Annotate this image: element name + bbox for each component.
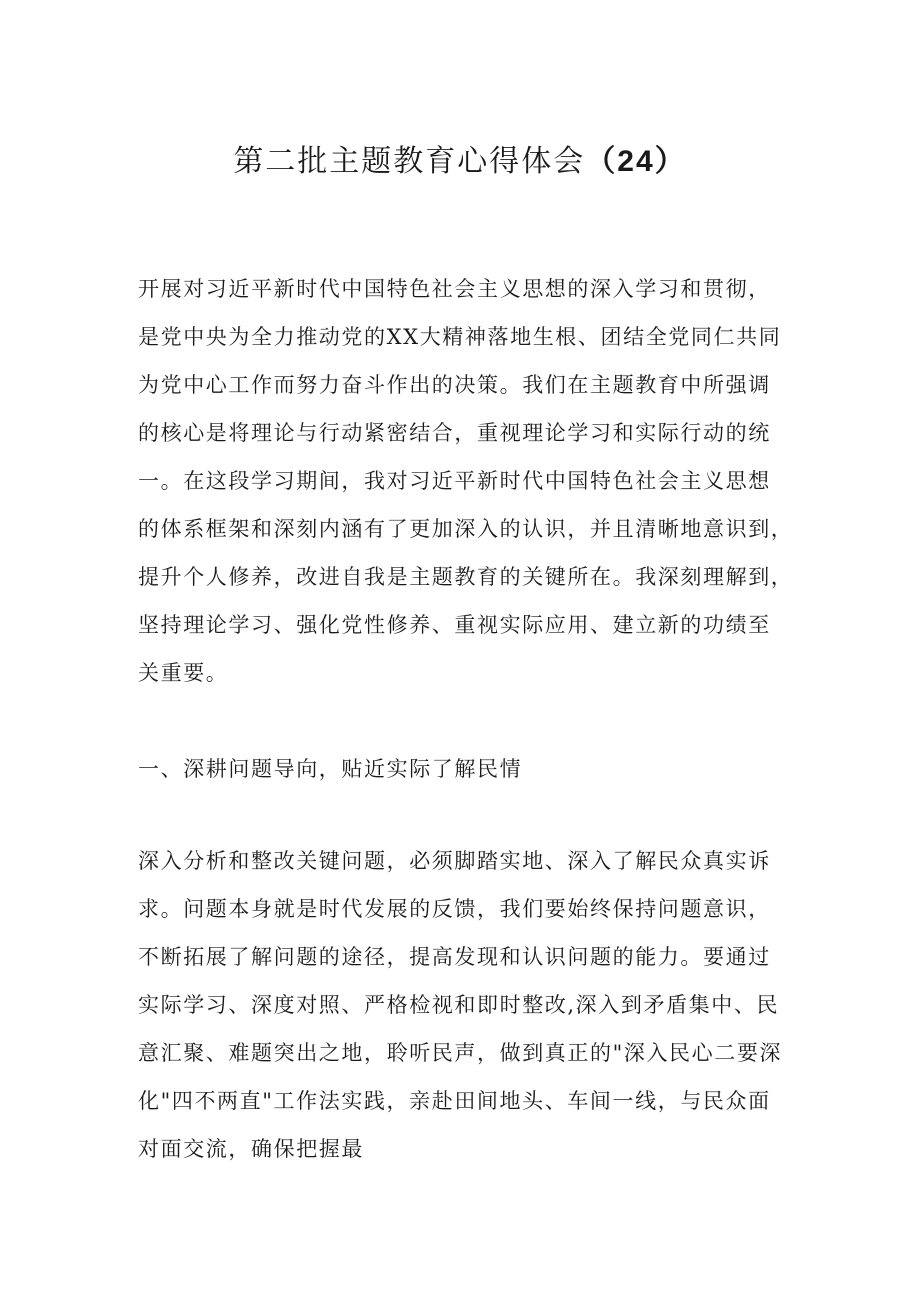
paragraph-line: 的核心是将理论与行动紧密结合，重视理论学习和实际行动的统 xyxy=(138,421,771,445)
paragraph-line: 实际学习、深度对照、严格检视和即时整改,深入到矛盾集中、民 xyxy=(138,993,780,1017)
paragraph-line: 开展对习近平新时代中国特色社会主义思想的深入学习和贯彻， xyxy=(138,277,771,301)
paragraph-line: 是党中央为全力推动党的XX大精神落地生根、团结全党同仁共同 xyxy=(138,325,782,349)
section-heading xyxy=(138,745,802,793)
paragraph-line: 提升个人修养，改进自我是主题教育的关键所在。我深刻理解到， xyxy=(138,565,794,589)
paragraph-line: 求。问题本身就是时代发展的反馈，我们要始终保持问题意识， xyxy=(138,897,771,921)
section-paragraph xyxy=(138,837,802,1173)
paragraph-line: 的体系框架和深刻内涵有了更加深入的认识，并且清晰地意识到， xyxy=(138,517,794,541)
paragraph-line: 一。在这段学习期间，我对习近平新时代中国特色社会主义思想 xyxy=(138,469,771,493)
paragraph-line: 为党中心工作而努力奋斗作出的决策。我们在主题教育中所强调 xyxy=(138,373,771,397)
title-number: （24） xyxy=(585,145,687,178)
intro-paragraph xyxy=(138,265,802,697)
paragraph-line: 关重要。 xyxy=(138,661,229,685)
document-title xyxy=(0,140,920,184)
paragraph-line: 对面交流，确保把握最 xyxy=(138,1137,364,1161)
paragraph-line: 化"四不两直"工作法实践，亲赴田间地头、车间一线，与民众面 xyxy=(138,1089,771,1113)
paragraph-line: 坚持理论学习、强化党性修养、重视实际应用、建立新的功绩至 xyxy=(138,613,771,637)
section-heading-text: 一、深耕问题导向，贴近实际了解民情 xyxy=(138,757,523,781)
paragraph-line: 意汇聚、难题突出之地，聆听民声，做到真正的"深入民心二要深 xyxy=(138,1041,783,1065)
paragraph-line: 深入分析和整改关键问题，必须脚踏实地、深入了解民众真实诉 xyxy=(138,849,771,873)
paragraph-line: 不断拓展了解问题的途径，提高发现和认识问题的能力。要通过 xyxy=(138,945,771,969)
title-text: 第二批主题教育心得体会 xyxy=(233,144,586,179)
